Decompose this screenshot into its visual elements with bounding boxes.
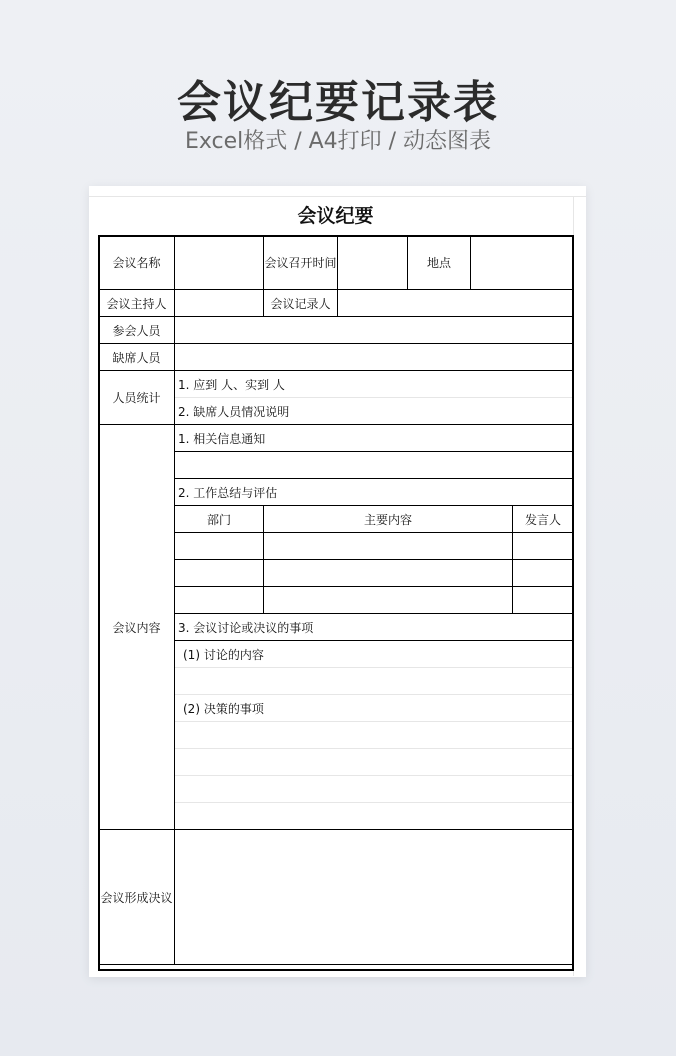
host-cell[interactable] [175,290,264,317]
meeting-time-label: 会议召开时间 [264,236,338,290]
content-item-1[interactable]: 1. 相关信息通知 [175,425,574,452]
content-label: 会议内容 [99,425,175,830]
dept-cell[interactable] [175,587,264,614]
meeting-time-cell[interactable] [338,236,408,290]
content-blank-row[interactable] [175,722,574,749]
dept-header: 部门 [175,506,264,533]
host-label: 会议主持人 [99,290,175,317]
content-item-2[interactable]: 2. 工作总结与评估 [175,479,574,506]
resolution-label: 会议形成决议 [99,830,175,965]
content-sub-1[interactable]: (1) 讨论的内容 [175,641,574,668]
speaker-header: 发言人 [513,506,574,533]
grid-line [89,196,586,197]
speaker-cell[interactable] [513,560,574,587]
statistics-label: 人员统计 [99,371,175,425]
dept-cell[interactable] [175,560,264,587]
content-blank-row[interactable] [175,452,574,479]
meeting-minutes-table [98,235,574,965]
location-cell[interactable] [471,236,574,290]
meeting-name-label: 会议名称 [99,236,175,290]
content-item-3[interactable]: 3. 会议讨论或决议的事项 [175,614,574,641]
main-content-cell[interactable] [264,587,513,614]
speaker-cell[interactable] [513,587,574,614]
dept-cell[interactable] [175,533,264,560]
absentees-label: 缺席人员 [99,344,175,371]
page-heading: 会议纪要记录表 [177,77,499,128]
meeting-name-cell[interactable] [175,236,264,290]
recorder-label: 会议记录人 [264,290,338,317]
statistics-line-1[interactable]: 1. 应到 人、实到 人 [175,371,574,398]
content-blank-row[interactable] [175,668,574,695]
main-content-header: 主要内容 [264,506,513,533]
recorder-cell[interactable] [338,290,574,317]
statistics-line-2[interactable]: 2. 缺席人员情况说明 [175,398,574,425]
content-blank-row[interactable] [175,803,574,830]
content-blank-row[interactable] [175,749,574,776]
main-content-cell[interactable] [264,560,513,587]
document-title: 会议纪要 [297,205,374,227]
content-blank-row[interactable] [175,776,574,803]
attendees-cell[interactable] [175,317,574,344]
location-label: 地点 [408,236,471,290]
attendees-label: 参会人员 [99,317,175,344]
content-sub-2[interactable]: (2) 决策的事项 [175,695,574,722]
main-content-cell[interactable] [264,533,513,560]
absentees-cell[interactable] [175,344,574,371]
resolution-cell[interactable] [175,830,574,965]
speaker-cell[interactable] [513,533,574,560]
page-subheading: Excel格式 / A4打印 / 动态图表 [184,129,492,154]
